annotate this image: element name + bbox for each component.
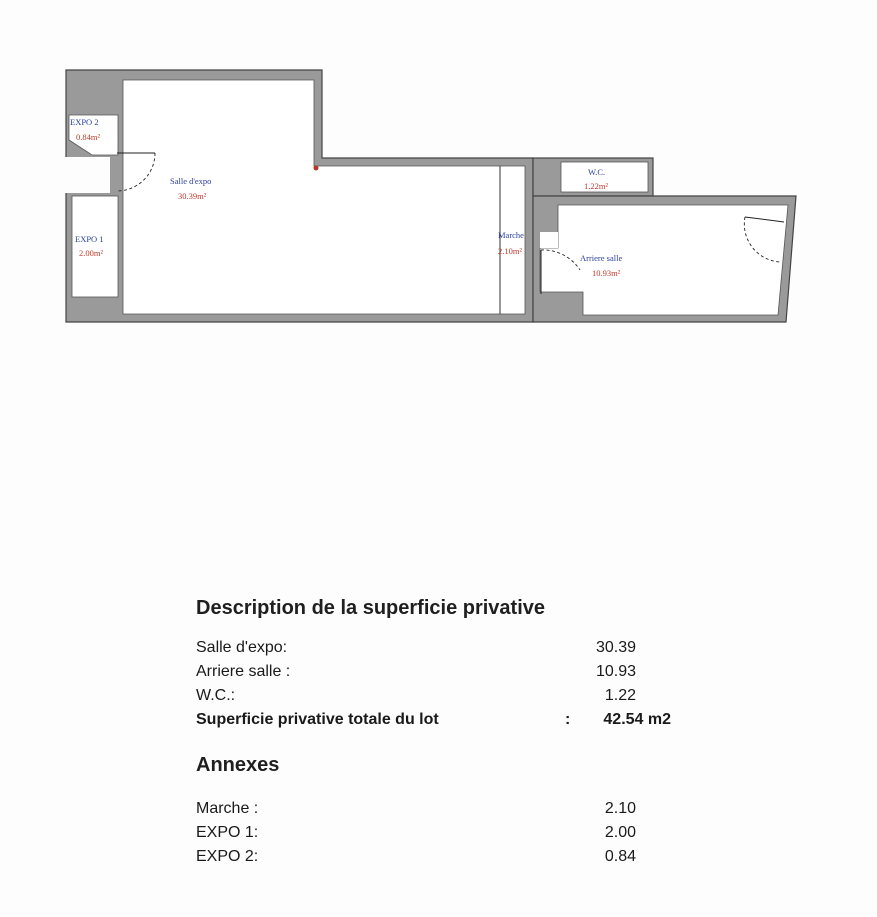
room-area-wc: 1.22m² [584, 181, 609, 191]
privative-heading: Description de la superficie privative [196, 597, 546, 619]
annexes-heading: Annexes [196, 754, 280, 776]
wall-column [540, 232, 558, 248]
total-row [196, 708, 716, 732]
row-value: 2.00 [604, 824, 636, 841]
room-label-salle: Salle d'expo [170, 176, 212, 186]
row-label: Arriere salle : [196, 663, 291, 680]
row-value: 0.84 [604, 848, 636, 865]
room-label-arriere: Arriere salle [580, 253, 623, 263]
room-area-salle: 30.39m² [178, 191, 207, 201]
privative-table [196, 636, 716, 732]
row-label: W.C.: [196, 687, 236, 704]
floor-plan [0, 0, 877, 340]
row-value: 10.93 [595, 663, 636, 680]
row-label: EXPO 2: [196, 848, 259, 865]
total-colon: : [565, 711, 571, 728]
row-label: Marche : [196, 800, 259, 817]
table-row [196, 636, 716, 660]
room-area-arriere: 10.93m² [592, 268, 621, 278]
row-label: EXPO 1: [196, 824, 259, 841]
table-row [196, 845, 716, 869]
room-label-marche: Marche [498, 230, 524, 240]
room-area-expo1: 2.00m² [79, 248, 104, 258]
corner-marker [314, 166, 319, 171]
room-area-marche: 2.10m² [498, 246, 523, 256]
row-value: 2.10 [604, 800, 636, 817]
room-label-expo2: EXPO 2 [70, 117, 99, 127]
corridor-gap [62, 157, 110, 193]
surface-summary [196, 597, 716, 869]
annexes-table [196, 797, 716, 869]
room-label-expo1: EXPO 1 [75, 234, 104, 244]
table-row [196, 684, 716, 708]
room-label-wc: W.C. [588, 167, 606, 177]
room-expo1-floor [72, 196, 118, 297]
total-label: Superficie privative totale du lot [196, 711, 439, 728]
table-row [196, 797, 716, 821]
table-row [196, 660, 716, 684]
row-label: Salle d'expo: [196, 639, 288, 656]
row-value: 30.39 [595, 639, 636, 656]
total-value: 42.54 m2 [603, 711, 671, 728]
row-value: 1.22 [604, 687, 636, 704]
room-area-expo2: 0.84m² [76, 132, 101, 142]
table-row [196, 821, 716, 845]
floor-plan-drawing [0, 0, 877, 340]
